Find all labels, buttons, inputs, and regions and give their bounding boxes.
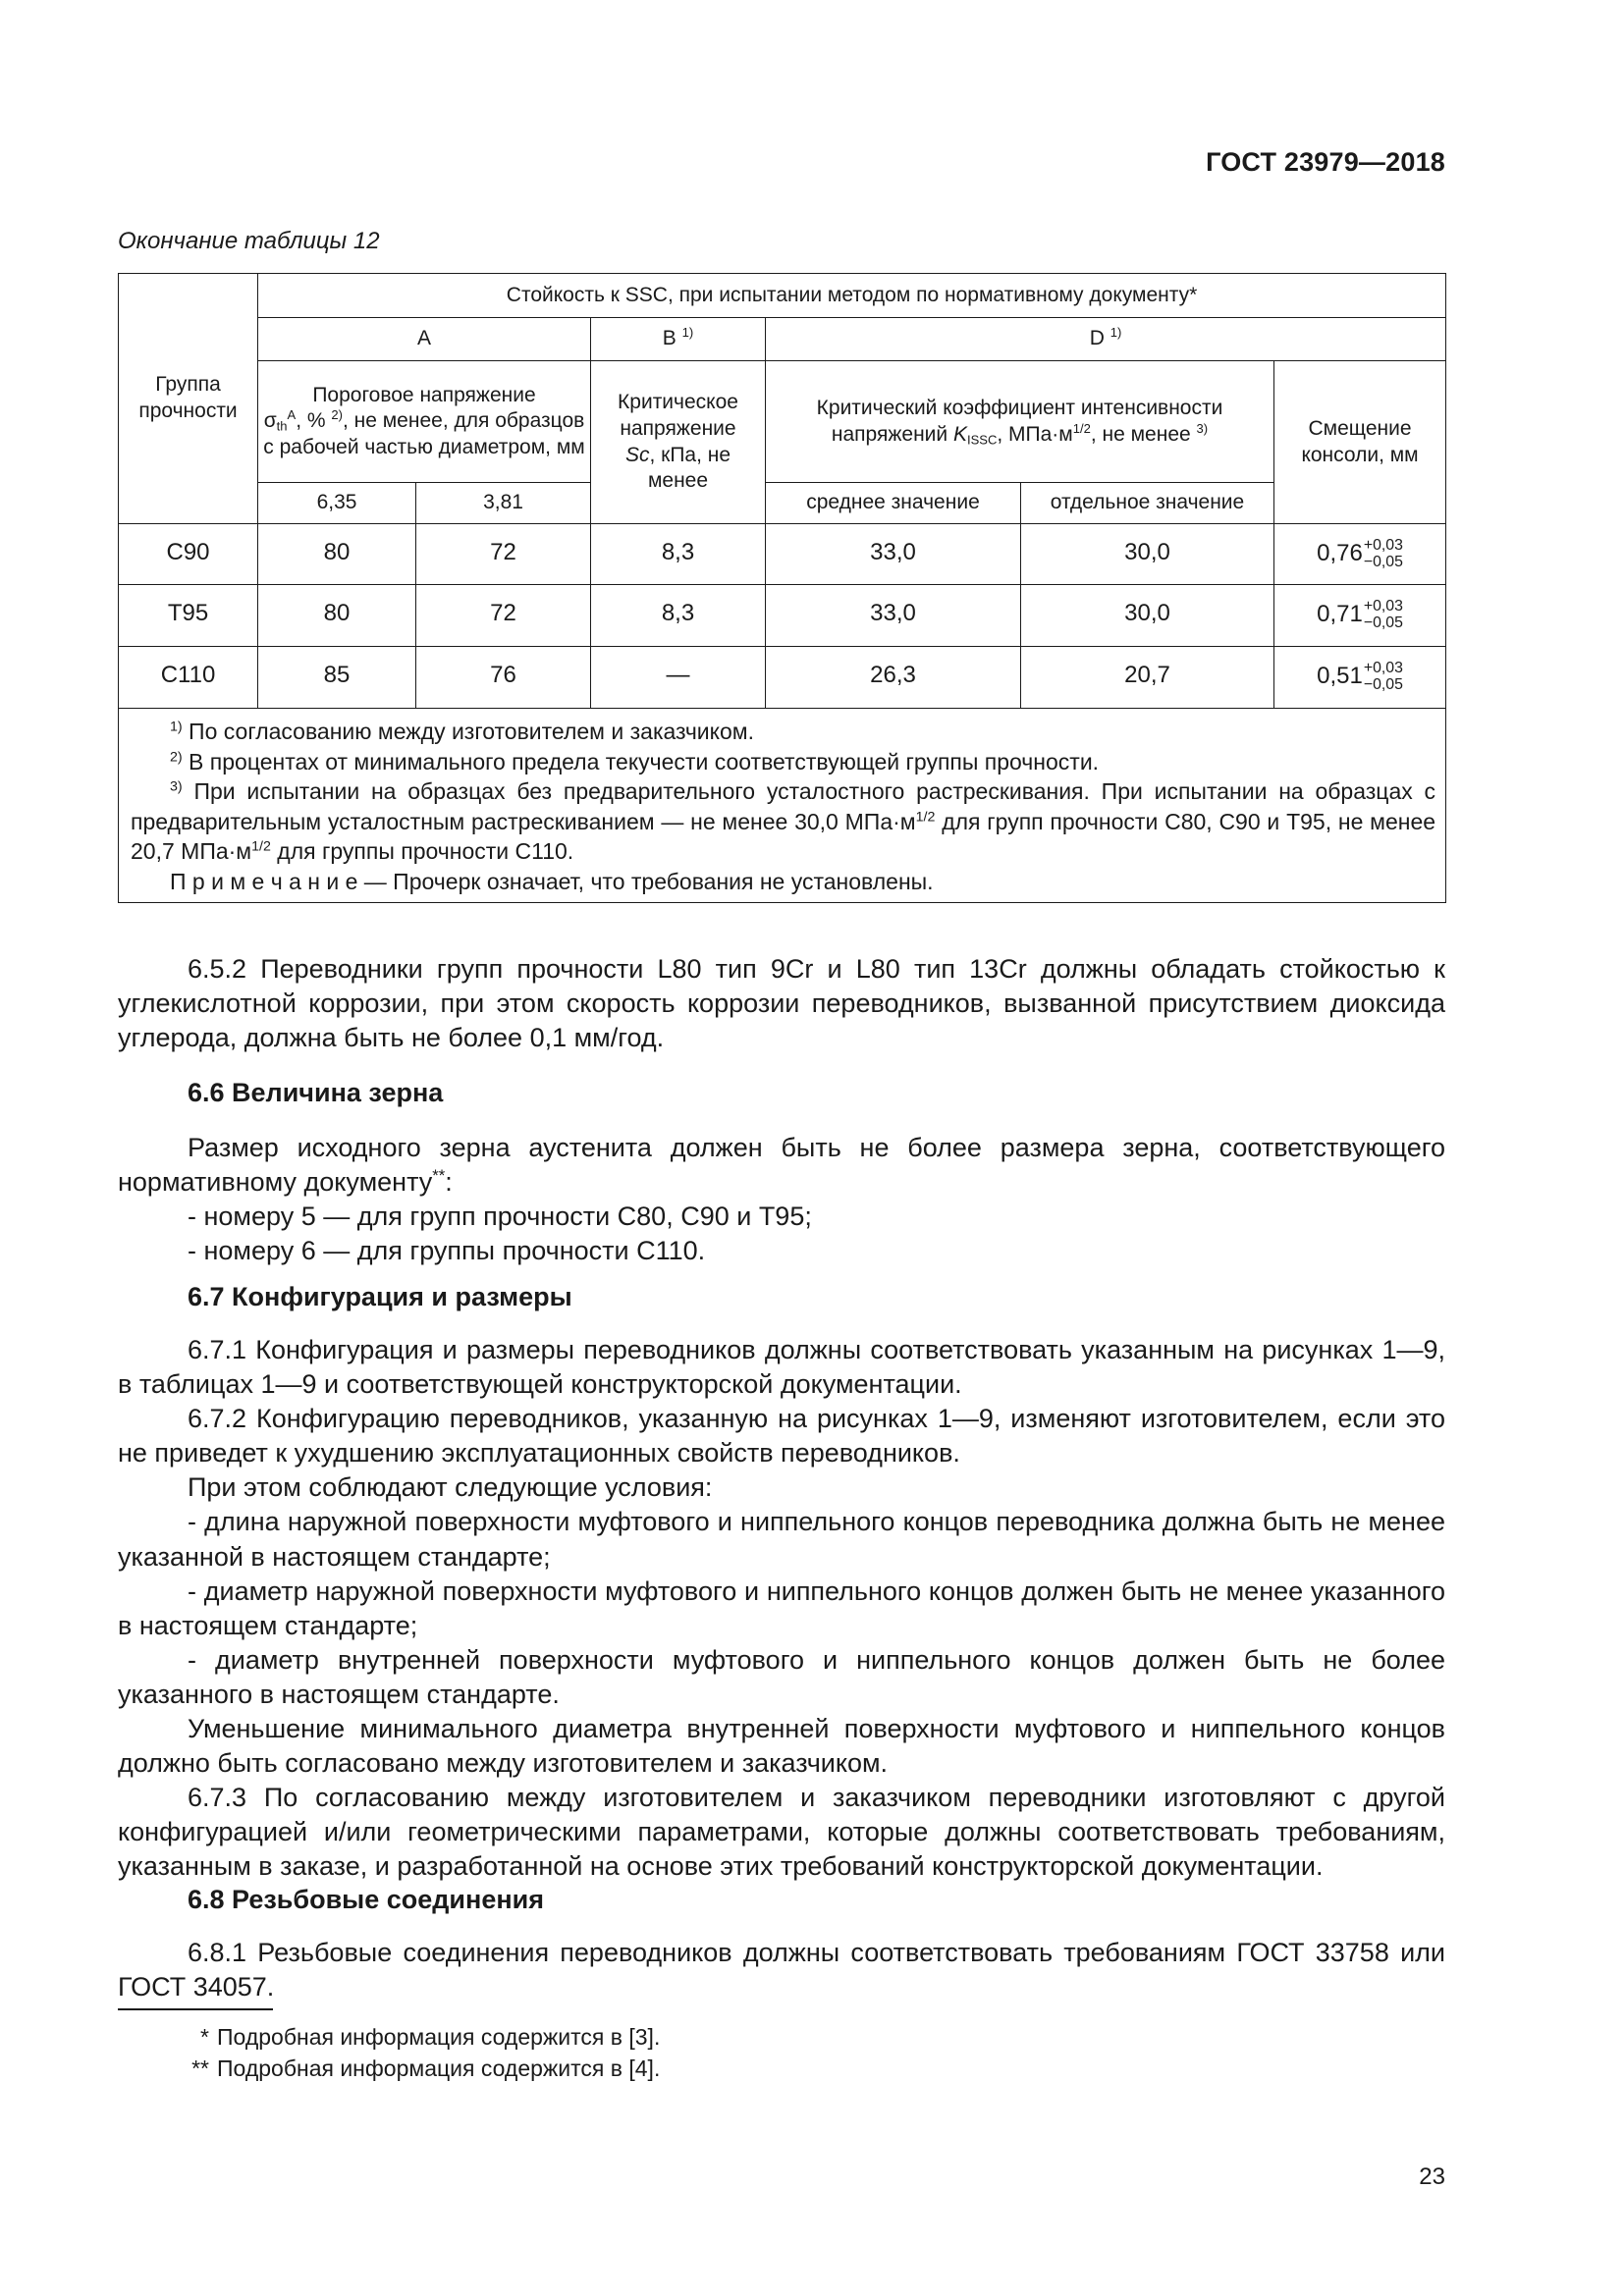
method-a-header: А [258, 318, 591, 361]
section-6-8-body [118, 1936, 1445, 2004]
paragraph-6-7-3: 6.7.3 По согласованию между изготовителем и заказчиком переводники изготовляют с другой конфигурацией и/или геометрическими параметрами, которые должны соответствовать требованиям, указанным в заказе, и разработанной на основе этих требований конструкторской документации. [118, 1783, 1445, 1882]
paragraph-6-8-1: 6.8.1 Резьбовые соединения переводников должны соответствовать требованиям ГОСТ 33758 или ГОСТ 34057. [118, 1938, 1445, 2002]
paragraph-6-7-1: 6.7.1 Конфигурация и размеры переводников должны соответствовать указанным на рисунках 1—9, в таблицах 1—9 и соответствующей конструкторской документации. [118, 1335, 1445, 1400]
list-item: - диаметр внутренней поверхности муфтового и ниппельного концов должен быть не более указанного в настоящем стандарте. [118, 1644, 1445, 1709]
list-item: - длина наружной поверхности муфтового и ниппельного концов переводника должна быть не менее указанной в настоящем стандарте; [118, 1507, 1445, 1572]
method-b-header: В $^{1)}$ [591, 318, 766, 361]
method-d-header: D $^{1)}$ [766, 318, 1446, 361]
section-6-7-body: 6.7.1 Конфигурация и размеры переводников должны соответствовать указанным на рисунках 1—9, в таблицах 1—9 и соответствующей конструкторской документации. 6.7.2 Конфигурацию переводников, указанную на рисунках 1—9, изменяют изготовителем, если это не приведет к ухудшению эксплуатационных свойств переводников. При этом соблюдают следующие условия: - длина наружной поверхности муфтового и ниппельного концов переводника должна быть не менее указанной в настоящем стандарте; - диаметр наружной поверхности муфтового и ниппельного концов должен быть не менее указанного в настоящем стандарте; - диаметр внутренней поверхности муфтового и ниппельного концов должен быть не более указанного в настоящем стандарте. Уменьшение минимального диаметра внутренней поверхности муфтового и ниппельного концов должно быть согласовано между изготовителем и заказчиком. 6.7.3 По согласованию между изготовителем и заказчиком переводники изготовляют с другой конфигурацией и/или геометрическими параметрами, которые должны соответствовать требованиям, указанным в заказе, и разработанной на основе этих требований конструкторской документации. [118, 1333, 1445, 1885]
group-header-cell: Группа прочности [119, 274, 258, 524]
section-6-8 [118, 1883, 1445, 1917]
note-2: $^{2)}$ В процентах от минимального предела текучести соответствующей группы прочности. [170, 748, 1100, 774]
table-remark: П р и м е ч а н и е — Прочерк означает, что требования не установлены. [170, 868, 934, 894]
table-row: С90 80 72 8,3 33,0 30,0 0,76 +0,03 −0,05 [119, 524, 1446, 585]
table-caption: Окончание таблицы 12 [118, 228, 380, 254]
heading-6-8: 6.8 Резьбовые соединения [188, 1885, 544, 1914]
list-item: - номеру 6 — для группы прочности С110. [188, 1236, 706, 1266]
heading-6-6: 6.6 Величина зерна [188, 1078, 444, 1107]
footnote-divider [118, 2008, 273, 2010]
table-notes [119, 709, 1446, 903]
diameter-1: 6,35 [258, 483, 416, 524]
note-3: $^{3)}$ При испытании на образцах без предварительного усталостного растрескивания. При испытании на образцах с предварительным усталостным растрескиванием — не менее 30,0 $МПа\cdot м^{1/2}$ для групп прочности С80, С90 и Т95, не менее 20,7 $МПа\cdot м^{1/2}$ для группы прочности С110. [131, 778, 1436, 865]
section-6-6-body: Размер исходного зерна аустенита должен быть не более размера зерна, соответствующего нормативному документу**: - номеру 5 — для групп прочности С80, С90 и Т95; - номеру 6 — для группы прочности С110. [118, 1131, 1445, 1268]
list-item: - диаметр наружной поверхности муфтового и ниппельного концов должен быть не менее указанного в настоящем стандарте; [118, 1575, 1445, 1640]
paragraph-6-7-2: 6.7.2 Конфигурацию переводников, указанную на рисунках 1—9, изменяют изготовителем, если это не приведет к ухудшению эксплуатационных свойств переводников. [118, 1404, 1445, 1468]
heading-6-7: 6.7 Конфигурация и размеры [188, 1282, 572, 1311]
ssc-resistance-table [118, 273, 1446, 903]
table-row: Т95 80 72 8,3 33,0 30,0 0,71 +0,03 −0,05 [119, 585, 1446, 647]
page-number: 23 [1419, 2163, 1445, 2190]
paragraph-6-5-2: 6.5.2 Переводники групп прочности L80 тип 9Cr и L80 тип 13Cr должны обладать стойкостью к углекислотной коррозии, при этом скорость коррозии переводников, вызванной присутствием диоксида углерода, должна быть не более 0,1 мм/год. [118, 954, 1445, 1053]
note-1: $^{1)}$ По согласованию между изготовителем и заказчиком. [170, 719, 754, 744]
table-row: С110 85 76 — 26,3 20,7 0,51 +0,03 −0,05 [119, 647, 1446, 709]
single-value-header: отдельное значение [1021, 483, 1274, 524]
diameter-2: 3,81 [416, 483, 591, 524]
footnote-2: ** Подробная информация содержится в [4]. [191, 2056, 661, 2081]
ssc-header: Стойкость к SSC, при испытании методом по нормативному документу* [258, 274, 1446, 318]
list-item: - номеру 5 — для групп прочности С80, С90 и Т95; [188, 1201, 812, 1232]
footnote-1: * Подробная информация содержится в [3]. [200, 2024, 661, 2050]
critical-stress-header: Критическое напряжение Sc, кПа, не менее [591, 361, 766, 524]
section-6-6 [118, 1076, 1445, 1110]
threshold-stress-header: Пороговое напряжение $\sigma_{th}^A$, % $^{2)}$, не менее, для образцов с рабочей частью диаметром, мм [258, 361, 591, 483]
document-id: ГОСТ 23979—2018 [1206, 147, 1445, 177]
offset-header: Смещение консоли, мм [1274, 361, 1446, 524]
kissc-header: Критический коэффициент интенсивности напряжений $K_{ISSC}$, $МПа\cdot м^{1/2}$, не менее $^{3)}$ [766, 361, 1274, 483]
section-6-7 [118, 1280, 1445, 1314]
avg-value-header: среднее значение [766, 483, 1021, 524]
